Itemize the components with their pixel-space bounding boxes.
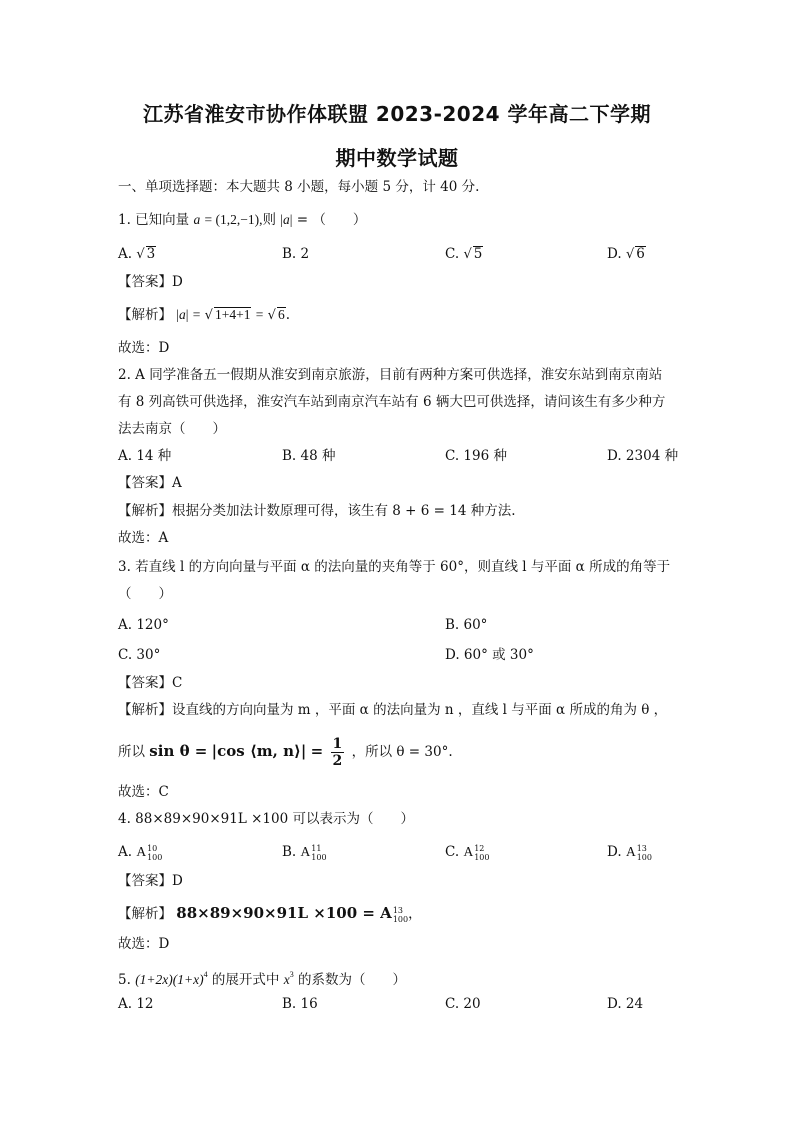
q1-prefix: 1. 已知向量 bbox=[118, 212, 190, 228]
abs-left: | bbox=[176, 307, 179, 322]
q4-answer-value: D bbox=[172, 873, 183, 889]
equals-sign: = bbox=[310, 742, 324, 760]
q4-analysis-expression: 88×89×90×91L ×100 = A bbox=[176, 904, 392, 922]
q1-analysis-eq: = bbox=[192, 307, 201, 322]
q3-analysis-text: 设直线的方向向量为 m ，平面 α 的法向量为 n ，直线 l 与平面 α 所成的角为 θ ， bbox=[172, 702, 668, 718]
q4-option-a-base: A bbox=[136, 844, 147, 859]
analysis-label: 【解析】 bbox=[118, 503, 172, 519]
q1-analysis-end: . bbox=[285, 307, 291, 323]
analysis-label: 【解析】 bbox=[118, 906, 172, 922]
q4-option-d-indices bbox=[637, 844, 652, 862]
q3-option-a: A. 120° bbox=[118, 617, 169, 633]
q3-answer bbox=[118, 674, 182, 692]
q5-post-text: 的系数为（ ） bbox=[298, 972, 407, 988]
q4-choose-value: D bbox=[158, 936, 170, 952]
abs-right: | bbox=[300, 742, 307, 760]
analysis-label: 【解析】 bbox=[118, 702, 172, 718]
q3-stem-line-2: （ ） bbox=[118, 586, 172, 602]
answer-label: 【答案】 bbox=[118, 675, 172, 691]
q1-option-b-value: 2 bbox=[300, 246, 310, 262]
analysis-label: 【解析】 bbox=[118, 307, 172, 323]
q4-option-c-base: A bbox=[463, 844, 474, 859]
fraction-numerator: 1 bbox=[332, 736, 343, 752]
sup: 13 bbox=[392, 905, 403, 915]
q5-option-c: C. 20 bbox=[445, 996, 481, 1012]
q4-stem: 4. 88×89×90×91L ×100 可以表示为（ ） bbox=[118, 811, 414, 827]
q4-option-a bbox=[118, 843, 162, 862]
q5-variable: x bbox=[283, 972, 290, 987]
q2-answer-value: A bbox=[172, 475, 182, 491]
fraction-one-half bbox=[331, 736, 345, 769]
answer-label: 【答案】 bbox=[118, 475, 172, 491]
q2-option-d: D. 2304 种 bbox=[607, 448, 679, 464]
q2-answer bbox=[118, 474, 182, 492]
q3-option-d: D. 60° 或 30° bbox=[445, 647, 534, 663]
sub: 100 bbox=[147, 852, 163, 862]
q5-expression: (1+2x)(1+x) bbox=[135, 972, 204, 987]
q1-choose-value: D bbox=[158, 340, 170, 356]
q4-option-d bbox=[607, 843, 652, 862]
q4-option-d-base: A bbox=[625, 844, 636, 859]
q2-option-a: A. 14 种 bbox=[118, 448, 172, 464]
sqrt-sign: √ bbox=[267, 308, 276, 323]
fraction-denominator: 2 bbox=[332, 753, 343, 769]
q4-choose bbox=[118, 935, 169, 953]
sub: 100 bbox=[311, 852, 327, 862]
q5-mid-text: 的展开式中 bbox=[211, 972, 280, 988]
sub: 100 bbox=[636, 852, 652, 862]
q3-choose-value: C bbox=[158, 784, 169, 800]
q3-analysis-so: 所以 bbox=[118, 744, 145, 760]
q2-option-b: B. 48 种 bbox=[282, 448, 336, 464]
sqrt-sign: √ bbox=[136, 247, 145, 262]
q5-exponent: 4 bbox=[203, 970, 208, 979]
q1-answer bbox=[118, 273, 183, 291]
choose-label: 故选： bbox=[118, 530, 159, 546]
q4-analysis-indices bbox=[393, 906, 408, 924]
title-line-2: 期中数学试题 bbox=[335, 146, 459, 170]
q2-analysis-text: 根据分类加法计数原理可得，该生有 8 + 6 = 14 种方法. bbox=[172, 503, 516, 519]
q1-equals-paren: = （ ） bbox=[296, 212, 367, 228]
q1-option-a-radicand: 3 bbox=[146, 246, 156, 262]
q5-stem bbox=[118, 966, 406, 989]
q1-choose bbox=[118, 339, 169, 357]
q4-option-c bbox=[445, 843, 489, 862]
q2-stem-line-2: 有 8 列高铁可供选择，淮安汽车站到南京汽车站有 6 辆大巴可供选择，请问该生有多少种方 bbox=[118, 394, 666, 410]
abs-left: | bbox=[211, 742, 218, 760]
q4-option-a-indices bbox=[147, 844, 162, 862]
q4-option-d-letter: D. bbox=[607, 844, 622, 860]
q1-abs-left: | bbox=[280, 212, 283, 227]
q4-option-b bbox=[282, 843, 327, 862]
sqrt-sign: √ bbox=[204, 308, 213, 323]
q1-analysis-result: 6 bbox=[277, 307, 285, 322]
sub: 100 bbox=[474, 852, 490, 862]
q3-analysis-cos: cos ⟨m, n⟩ bbox=[217, 742, 301, 760]
q4-answer bbox=[118, 872, 183, 890]
q5-variable-exponent: 3 bbox=[289, 970, 294, 979]
q1-analysis-eq-2: = bbox=[255, 307, 264, 322]
q1-vector-value: = (1,2,−1),则 bbox=[204, 212, 276, 227]
q5-option-b: B. 16 bbox=[282, 996, 318, 1012]
sub: 100 bbox=[392, 914, 409, 924]
q3-choose bbox=[118, 783, 169, 801]
choose-label: 故选： bbox=[118, 936, 159, 952]
q2-choose bbox=[118, 529, 168, 547]
q1-option-a-letter: A. bbox=[118, 246, 133, 262]
choose-label: 故选： bbox=[118, 340, 159, 356]
answer-label: 【答案】 bbox=[118, 274, 172, 290]
q4-option-b-indices bbox=[311, 844, 326, 862]
q4-option-b-base: A bbox=[300, 844, 311, 859]
q2-choose-value: A bbox=[158, 530, 169, 546]
q1-option-b bbox=[282, 245, 309, 263]
q4-option-b-letter: B. bbox=[282, 844, 297, 860]
q3-analysis-sin: sin θ = bbox=[149, 742, 208, 760]
q4-option-c-letter: C. bbox=[445, 844, 460, 860]
choose-label: 故选： bbox=[118, 784, 159, 800]
q1-analysis bbox=[118, 306, 290, 325]
q3-option-b: B. 60° bbox=[445, 617, 488, 633]
q1-abs-right: | bbox=[289, 212, 293, 227]
q1-analysis-radicand: 1+4+1 bbox=[214, 307, 251, 322]
q2-analysis bbox=[118, 502, 516, 520]
q1-option-c bbox=[445, 245, 483, 264]
q4-option-c-indices bbox=[474, 844, 489, 862]
q3-analysis-result: ，所以 θ = 30°. bbox=[351, 744, 453, 760]
q3-option-c: C. 30° bbox=[118, 647, 161, 663]
q2-stem-line-1: 2. A 同学准备五一假期从淮安到南京旅游，目前有两种方案可供选择，淮安东站到南京南站 bbox=[118, 367, 663, 383]
answer-label: 【答案】 bbox=[118, 873, 172, 889]
sup: 10 bbox=[147, 843, 158, 853]
q3-stem-line-1: 3. 若直线 l 的方向向量与平面 α 的法向量的夹角等于 60°，则直线 l 与平面 α 所成的角等于 bbox=[118, 559, 671, 575]
q4-analysis-end: ， bbox=[408, 906, 422, 922]
sup: 11 bbox=[311, 843, 322, 853]
question-1-stem bbox=[118, 211, 366, 229]
q1-vector: a bbox=[193, 212, 201, 227]
q1-option-b-letter: B. bbox=[282, 246, 297, 262]
q4-option-a-letter: A. bbox=[118, 844, 133, 860]
q3-analysis-line-1 bbox=[118, 701, 667, 719]
q1-option-d-radicand: 6 bbox=[636, 246, 645, 262]
section-heading: 一、单项选择题：本大题共 8 小题，每小题 5 分，计 40 分. bbox=[118, 179, 480, 195]
q1-option-c-radicand: 5 bbox=[473, 246, 483, 262]
title-line-1: 江苏省淮安市协作体联盟 2023-2024 学年高二下学期 bbox=[142, 102, 652, 126]
q3-answer-value: C bbox=[172, 675, 183, 691]
q5-number: 5. bbox=[118, 972, 131, 988]
q3-analysis-line-2 bbox=[118, 734, 453, 769]
q1-option-a bbox=[118, 245, 156, 264]
q1-analysis-vector: a bbox=[179, 307, 186, 322]
sup: 12 bbox=[474, 843, 485, 853]
sup: 13 bbox=[636, 843, 647, 853]
q5-option-d: D. 24 bbox=[607, 996, 644, 1012]
q4-analysis bbox=[118, 904, 422, 924]
q1-option-c-letter: C. bbox=[445, 246, 460, 262]
q1-answer-value: D bbox=[172, 274, 183, 290]
q5-option-a: A. 12 bbox=[118, 996, 154, 1012]
q2-option-c: C. 196 种 bbox=[445, 448, 507, 464]
sqrt-sign: √ bbox=[625, 247, 635, 262]
q2-stem-line-3: 法去南京（ ） bbox=[118, 421, 226, 437]
q1-abs-vector: a bbox=[282, 212, 290, 227]
q1-option-d-letter: D. bbox=[607, 246, 622, 262]
q1-option-d bbox=[607, 245, 646, 264]
sqrt-sign: √ bbox=[463, 247, 472, 262]
abs-right: | bbox=[185, 307, 189, 322]
